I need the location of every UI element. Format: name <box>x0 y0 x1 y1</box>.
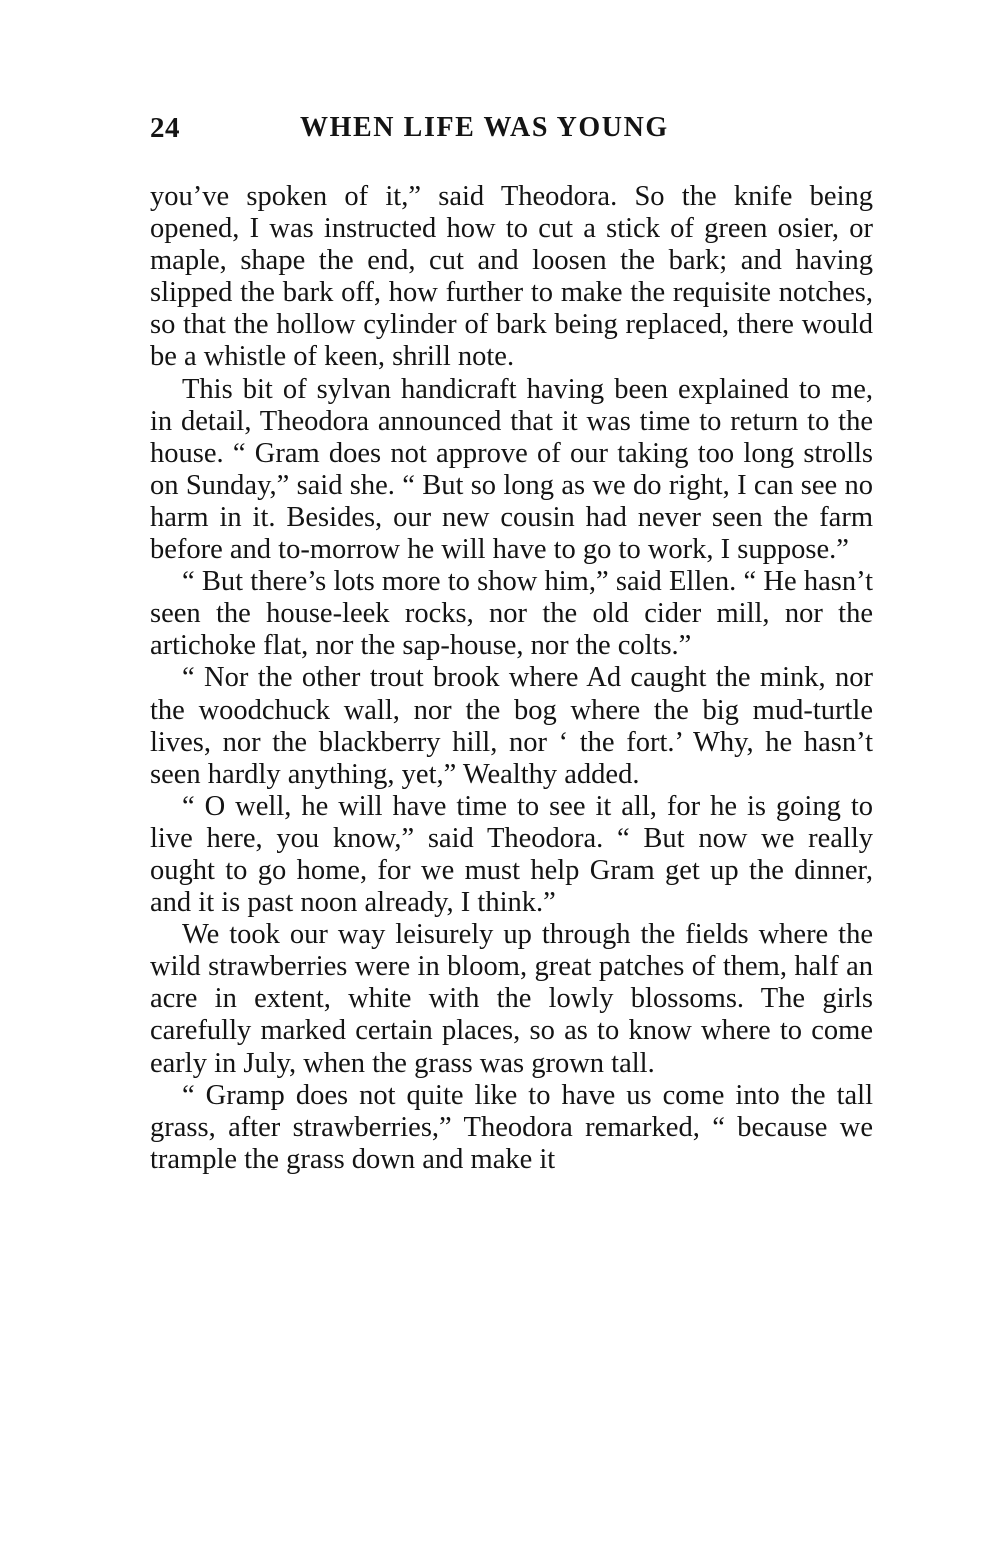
paragraph-continued: you’ve spoken of it,” said Theodora. So the knife being opened, I was instructed how to cut a stick of green osier, or maple, shape the end, cut and loosen the bark; and having slipped the bark off, how further to make the requisite notches, so that the hollow cylinder of bark being replaced, there would be a whistle of keen, shrill note. <box>150 181 873 373</box>
paragraph: “ But there’s lots more to show him,” said Ellen. “ He hasn’t seen the house-leek rocks, nor the old cider mill, nor the artichoke flat, nor the sap-house, nor the colts.” <box>150 566 873 662</box>
paragraph: “ Nor the other trout brook where Ad caught the mink, nor the woodchuck wall, nor the bog where the big mud-turtle lives, nor the blackberry hill, nor ‘ the fort.’ Why, he hasn’t seen hardly anything, yet,” Wealthy added. <box>150 662 873 790</box>
paragraph: We took our way leisurely up through the fields where the wild strawberries were in bloom, great patches of them, half an acre in extent, white with the lowly blossoms. The girls carefully marked certain places, so as to know where to come early in July, when the grass was grown tall. <box>150 919 873 1079</box>
page-number: 24 <box>150 112 180 144</box>
running-title: WHEN LIFE WAS YOUNG <box>300 112 669 143</box>
paragraph: This bit of sylvan handicraft having been explained to me, in detail, Theodora announced that it was time to return to the house. “ Gram does not approve of our taking too long strolls on Sunday,” said she. “ But so long as we do right, I can see no harm in it. Besides, our new cousin had never seen the farm before and to-morrow he will have to go to work, I suppose.” <box>150 373 873 566</box>
paragraph: “ O well, he will have time to see it all, for he is going to live here, you know,” said Theodora. “ But now we really ought to go home, for we must help Gram get up the dinner, and it is past noon already, I think.” <box>150 790 873 919</box>
paragraph: “ Gramp does not quite like to have us come into the tall grass, after strawberries,” Theodora remarked, “ because we trample the grass down and make it <box>150 1079 873 1175</box>
running-head <box>150 112 880 152</box>
body-text <box>150 181 873 1176</box>
